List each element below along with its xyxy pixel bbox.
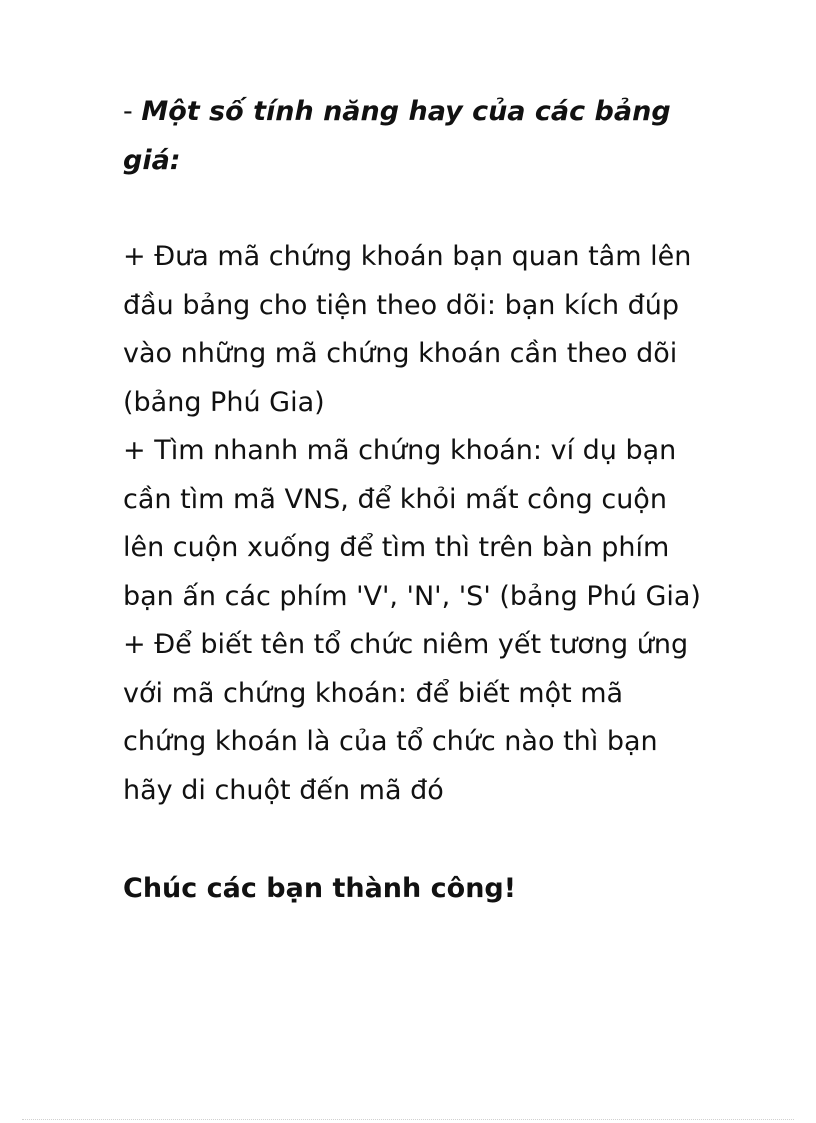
section-heading (123, 88, 703, 185)
page-bottom-divider (22, 1119, 794, 1120)
closing-line: Chúc các bạn thành công! (123, 873, 517, 904)
document-page (123, 88, 703, 941)
feature-item-issuer-name: + Để biết tên tổ chức niêm yết tương ứng với mã chứng khoán: để biết một mã chứng khoán là của tổ chức nào thì bạn hãy di chuột đến mã đó (123, 629, 689, 806)
heading-dash: - (123, 96, 142, 127)
feature-item-move-to-top: + Đưa mã chứng khoán bạn quan tâm lên đầu bảng cho tiện theo dõi: bạn kích đúp vào những mã chứng khoán cần theo dõi (bảng Phú Gia) (123, 241, 692, 418)
feature-item-quick-search: + Tìm nhanh mã chứng khoán: ví dụ bạn cần tìm mã VNS, để khỏi mất công cuộn lên cuộn xuống để tìm thì trên bàn phím bạn ấn các phím 'V', 'N', 'S' (bảng Phú Gia) (123, 435, 701, 612)
heading-title: Một số tính năng hay của các bảng giá: (123, 96, 671, 176)
